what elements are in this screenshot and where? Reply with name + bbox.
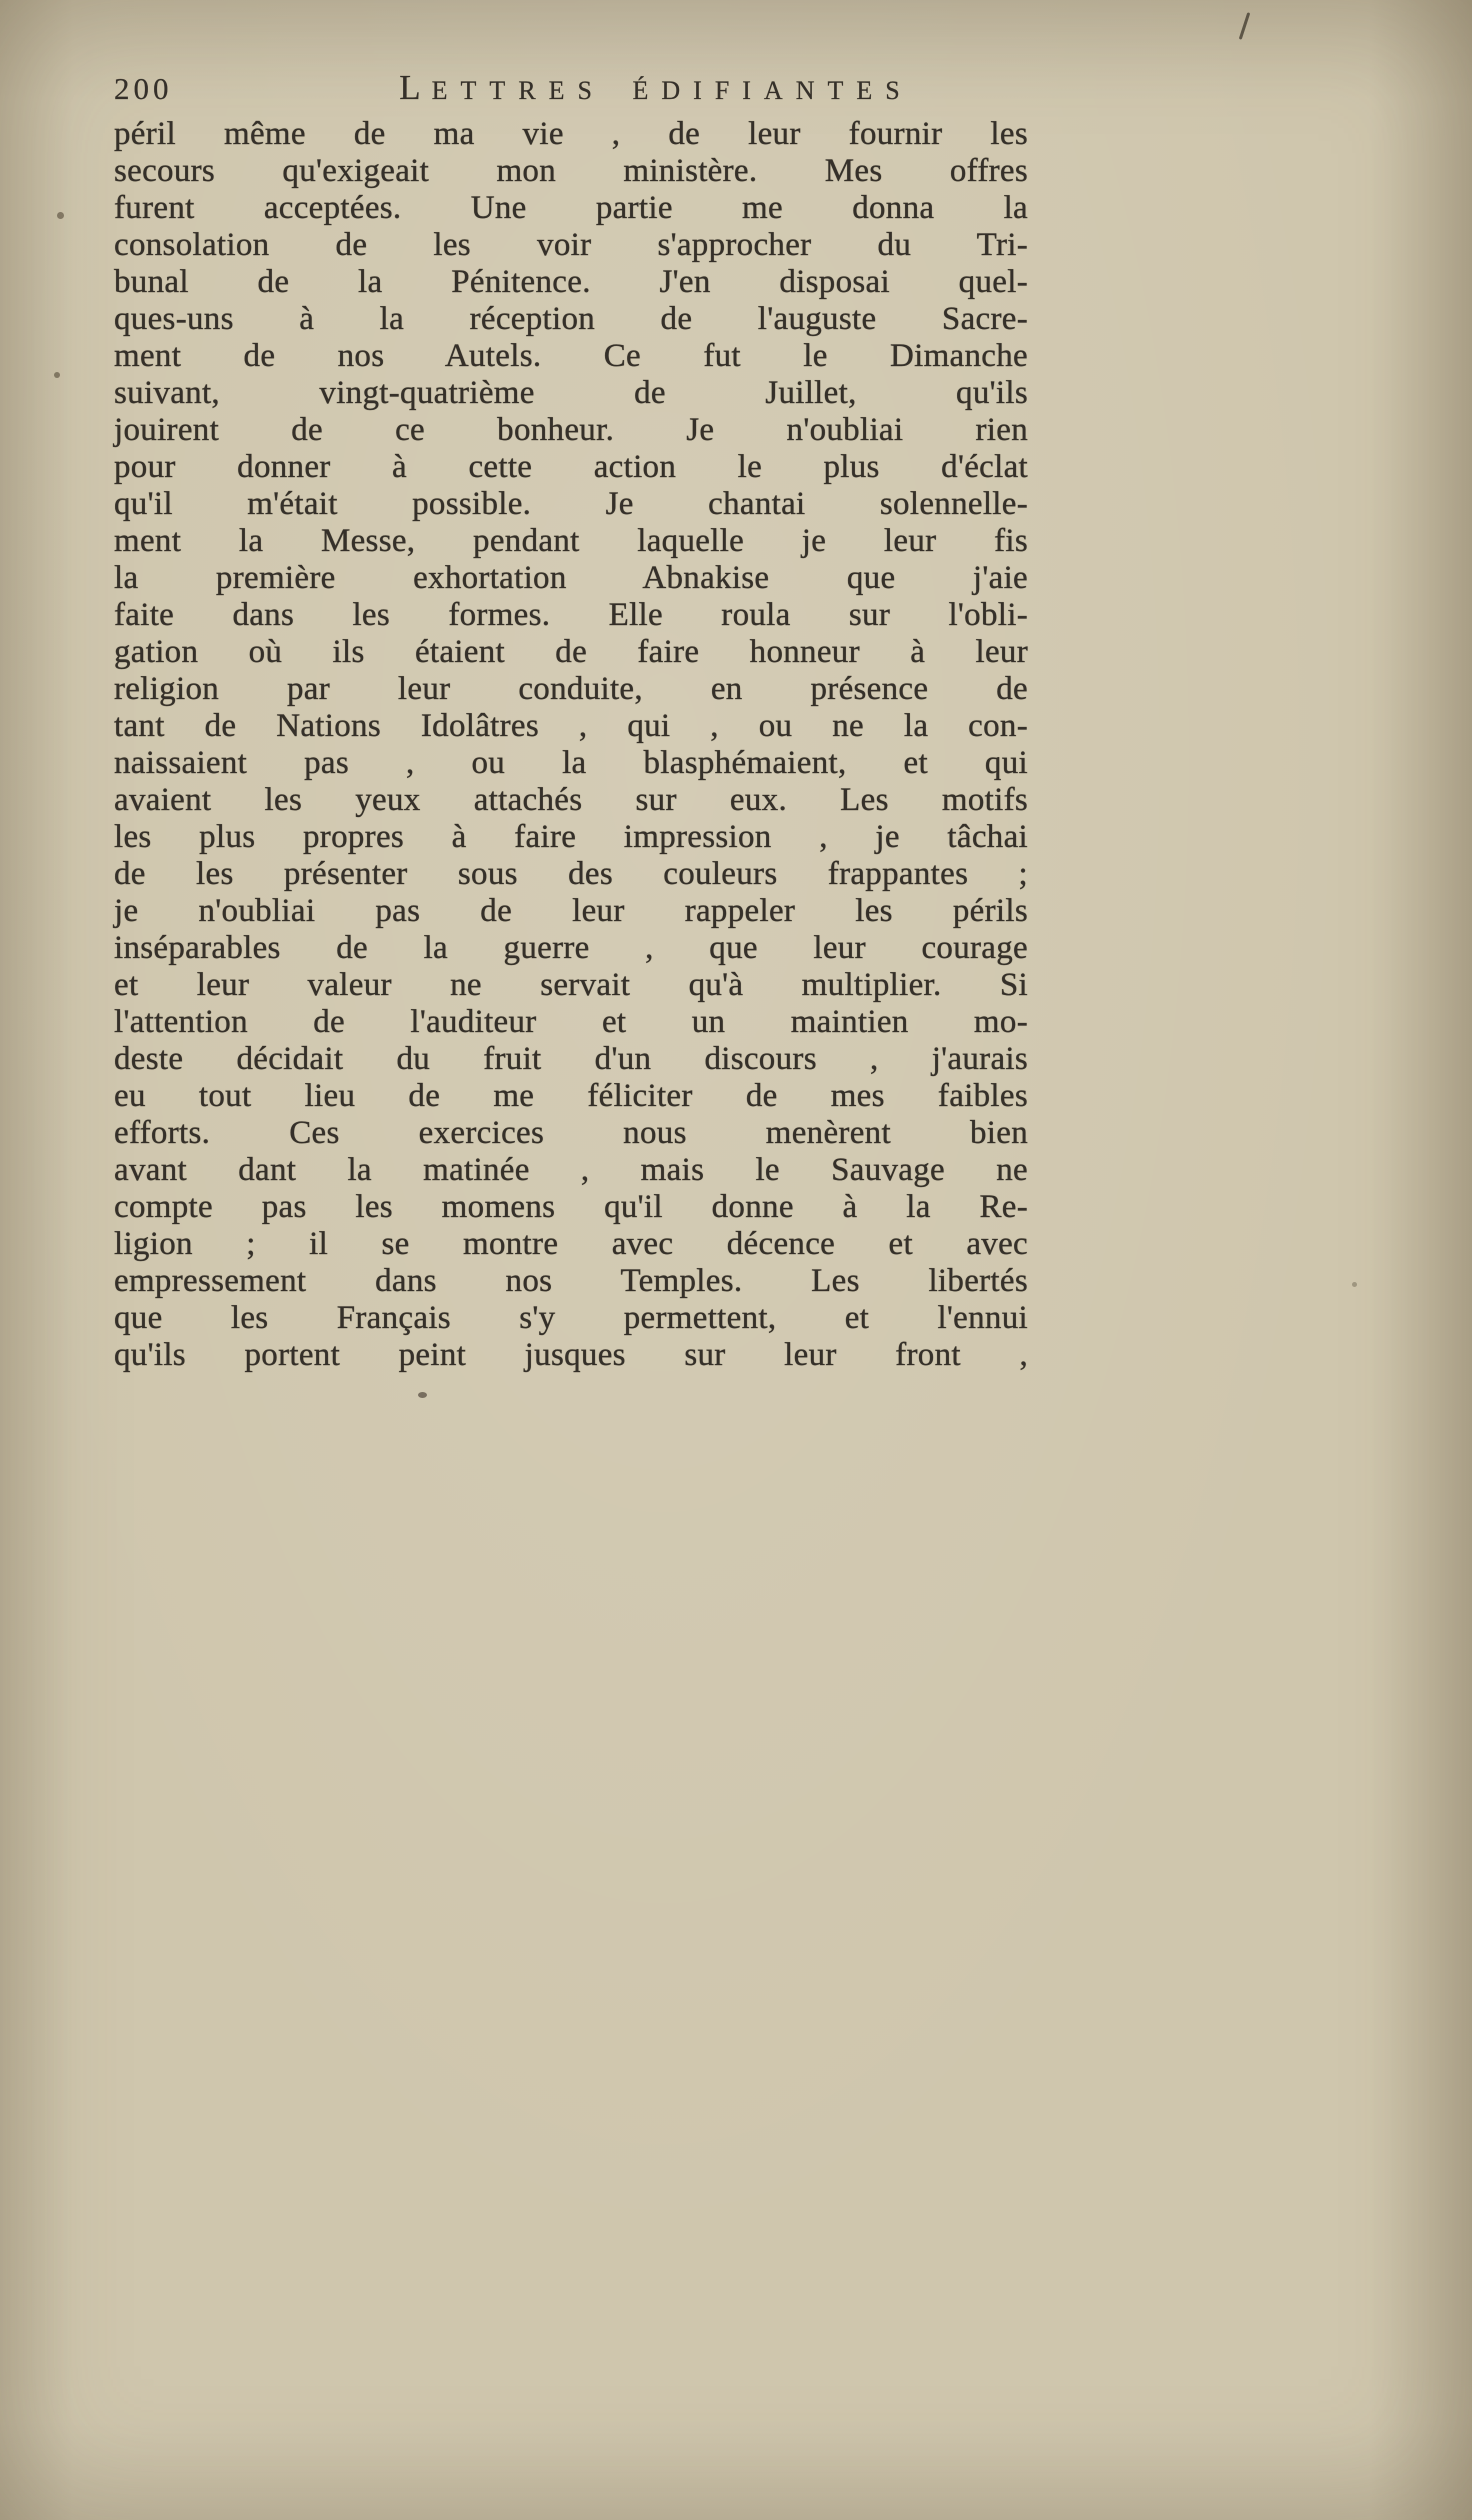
- text-line: l'attention de l'auditeur et un maintien mo-: [114, 1004, 1028, 1040]
- text-line: secours qu'exigeait mon ministère. Mes offres: [114, 153, 1028, 189]
- text-line: efforts. Ces exercices nous menèrent bien: [114, 1115, 1028, 1151]
- text-line: bunal de la Pénitence. J'en disposai quel-: [114, 264, 1028, 300]
- text-line: compte pas les momens qu'il donne à la Re-: [114, 1189, 1028, 1225]
- text-line: pour donner à cette action le plus d'éclat: [114, 449, 1028, 485]
- text-line: et leur valeur ne servait qu'à multiplier. Si: [114, 967, 1028, 1003]
- text-line: qu'il m'était possible. Je chantai solennelle-: [114, 486, 1028, 522]
- text-line: que les Français s'y permettent, et l'ennui: [114, 1300, 1028, 1336]
- text-line: deste décidait du fruit d'un discours , j'aurais: [114, 1041, 1028, 1077]
- text-line: suivant, vingt-quatrième de Juillet, qu'ils: [114, 375, 1028, 411]
- ink-speck: [418, 1392, 427, 1398]
- text-line: avaient les yeux attachés sur eux. Les motifs: [114, 782, 1028, 818]
- ink-speck: [57, 212, 64, 219]
- text-line: faite dans les formes. Elle roula sur l'obli-: [114, 597, 1028, 633]
- text-line: gation où ils étaient de faire honneur à leur: [114, 634, 1028, 670]
- page-content: [114, 68, 1028, 1374]
- text-line: je n'oubliai pas de leur rappeler les périls: [114, 893, 1028, 929]
- text-line: tant de Nations Idolâtres , qui , ou ne la con-: [114, 708, 1028, 744]
- text-line: jouirent de ce bonheur. Je n'oubliai rien: [114, 412, 1028, 448]
- page-header: [114, 68, 1028, 112]
- text-line: ques-uns à la réception de l'auguste Sacre-: [114, 301, 1028, 337]
- text-line: furent acceptées. Une partie me donna la: [114, 190, 1028, 226]
- text-line: empressement dans nos Temples. Les libertés: [114, 1263, 1028, 1299]
- text-line: la première exhortation Abnakise que j'aie: [114, 560, 1028, 596]
- text-line: ment de nos Autels. Ce fut le Dimanche: [114, 338, 1028, 374]
- text-line: avant dant la matinée , mais le Sauvage ne: [114, 1152, 1028, 1188]
- text-line: consolation de les voir s'approcher du Tri-: [114, 227, 1028, 263]
- text-line: naissaient pas , ou la blasphémaient, et qui: [114, 745, 1028, 781]
- text-line: eu tout lieu de me féliciter de mes faibles: [114, 1078, 1028, 1114]
- text-line: qu'ils portent peint jusques sur leur front ,: [114, 1337, 1028, 1373]
- ink-speck: [1352, 1282, 1357, 1287]
- text-line: religion par leur conduite, en présence de: [114, 671, 1028, 707]
- text-line: péril même de ma vie , de leur fournir les: [114, 116, 1028, 152]
- page-number: 200: [114, 71, 173, 106]
- text-line: les plus propres à faire impression , je tâchai: [114, 819, 1028, 855]
- ink-speck: [54, 372, 60, 378]
- running-title: LETTRES ÉDIFIANTES: [399, 68, 913, 107]
- text-line: de les présenter sous des couleurs frappantes ;: [114, 856, 1028, 892]
- body-text: [114, 116, 1028, 1374]
- text-line: ment la Messe, pendant laquelle je leur fis: [114, 523, 1028, 559]
- text-line: ligion ; il se montre avec décence et avec: [114, 1226, 1028, 1262]
- pen-mark: [1239, 12, 1251, 40]
- text-line: inséparables de la guerre , que leur courage: [114, 930, 1028, 966]
